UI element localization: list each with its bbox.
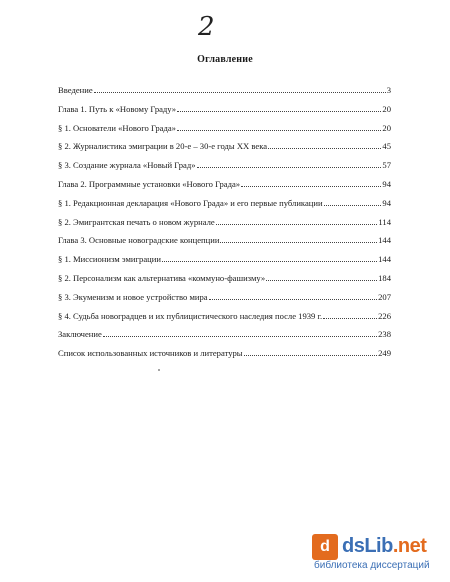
toc-entry-label: § 4. Судьба новоградцев и их публицистического наследия после 1939 г.	[58, 310, 323, 321]
toc-row	[58, 216, 391, 235]
toc-row	[58, 103, 391, 122]
toc-entry-label: Список использованных источников и литературы	[58, 348, 243, 359]
toc-leader-dots	[244, 347, 378, 356]
toc-leader-dots	[266, 272, 377, 281]
dslib-watermark	[312, 534, 440, 574]
watermark-brand	[342, 534, 426, 558]
toc-entry-page: 57	[382, 160, 391, 171]
toc-leader-dots	[94, 84, 386, 93]
toc-leader-dots	[323, 310, 377, 319]
toc-entry-label: § 1. Редакционная декларация «Нового Града» и его первые публикации	[58, 197, 323, 208]
toc-entry-page: 20	[382, 103, 391, 114]
toc-entry-label: Введение	[58, 85, 93, 95]
watermark-subtitle: библиотека диссертаций	[314, 560, 430, 571]
toc-row	[58, 159, 391, 178]
toc-leader-dots	[324, 197, 382, 206]
toc-row	[58, 122, 391, 141]
toc-entry-label: § 2. Эмигрантская печать о новом журнале	[58, 216, 215, 227]
toc-entry-page: 144	[378, 235, 391, 246]
toc-row	[58, 84, 391, 103]
toc-leader-dots	[268, 140, 381, 149]
toc-title: Оглавление	[197, 54, 253, 65]
toc-entry-label: Глава 2. Программные установки «Нового Града»	[58, 178, 241, 189]
toc-entry-page: 3	[386, 85, 391, 95]
toc-leader-dots	[241, 178, 381, 187]
toc-entry-page: 207	[378, 291, 391, 302]
watermark-brand-accent: .net	[392, 535, 427, 557]
scan-speck	[158, 369, 160, 371]
toc-entry-label: § 1. Основатели «Нового Града»	[58, 122, 176, 133]
toc-entry-page: 94	[382, 197, 391, 208]
toc-leader-dots	[216, 216, 378, 225]
toc-entry-label: § 2. Журналистика эмиграции в 20-е – 30-е годы XX века	[58, 141, 268, 152]
toc-row	[58, 291, 391, 310]
toc-entry-page: 249	[378, 348, 391, 359]
toc-entry-page: 114	[378, 216, 391, 227]
toc-entry-label: Заключение	[58, 329, 102, 340]
watermark-brand-main: dsLib	[342, 535, 393, 557]
dslib-logo-icon: d	[312, 534, 338, 560]
toc-leader-dots	[162, 253, 377, 262]
toc-entry-page: 144	[378, 254, 391, 265]
toc-entry-label: § 3. Экуменизм и новое устройство мира	[58, 291, 208, 302]
toc-entry-label: Глава 1. Путь к «Новому Граду»	[58, 103, 177, 114]
toc-row	[58, 347, 391, 366]
toc-row	[58, 234, 391, 253]
toc-entry-label: § 2. Персонализм как альтернатива «коммуно-фашизму»	[58, 272, 266, 283]
toc-row	[58, 328, 391, 347]
toc-entry-label: § 1. Миссионизм эмиграции	[58, 254, 161, 265]
toc-leader-dots	[220, 234, 377, 243]
handwritten-page-number: 2	[198, 12, 215, 42]
toc-entry-page: 45	[382, 141, 391, 152]
toc-leader-dots	[177, 122, 381, 131]
toc-entry-page: 20	[382, 122, 391, 133]
toc-leader-dots	[209, 291, 378, 300]
toc-row	[58, 272, 391, 291]
toc-entry-page: 94	[382, 178, 391, 189]
toc-row	[58, 197, 391, 216]
table-of-contents	[58, 84, 391, 366]
toc-entry-label: § 3. Создание журнала «Новый Град»	[58, 160, 196, 171]
toc-entry-page: 238	[378, 329, 391, 340]
toc-leader-dots	[197, 159, 382, 168]
toc-leader-dots	[103, 328, 377, 337]
toc-row	[58, 140, 391, 159]
toc-entry-label: Глава 3. Основные новоградские концепции	[58, 235, 220, 246]
toc-row	[58, 253, 391, 272]
toc-leader-dots	[177, 103, 381, 112]
toc-row	[58, 310, 391, 329]
toc-row	[58, 178, 391, 197]
toc-entry-page: 184	[378, 272, 391, 283]
toc-entry-page: 226	[378, 310, 391, 321]
